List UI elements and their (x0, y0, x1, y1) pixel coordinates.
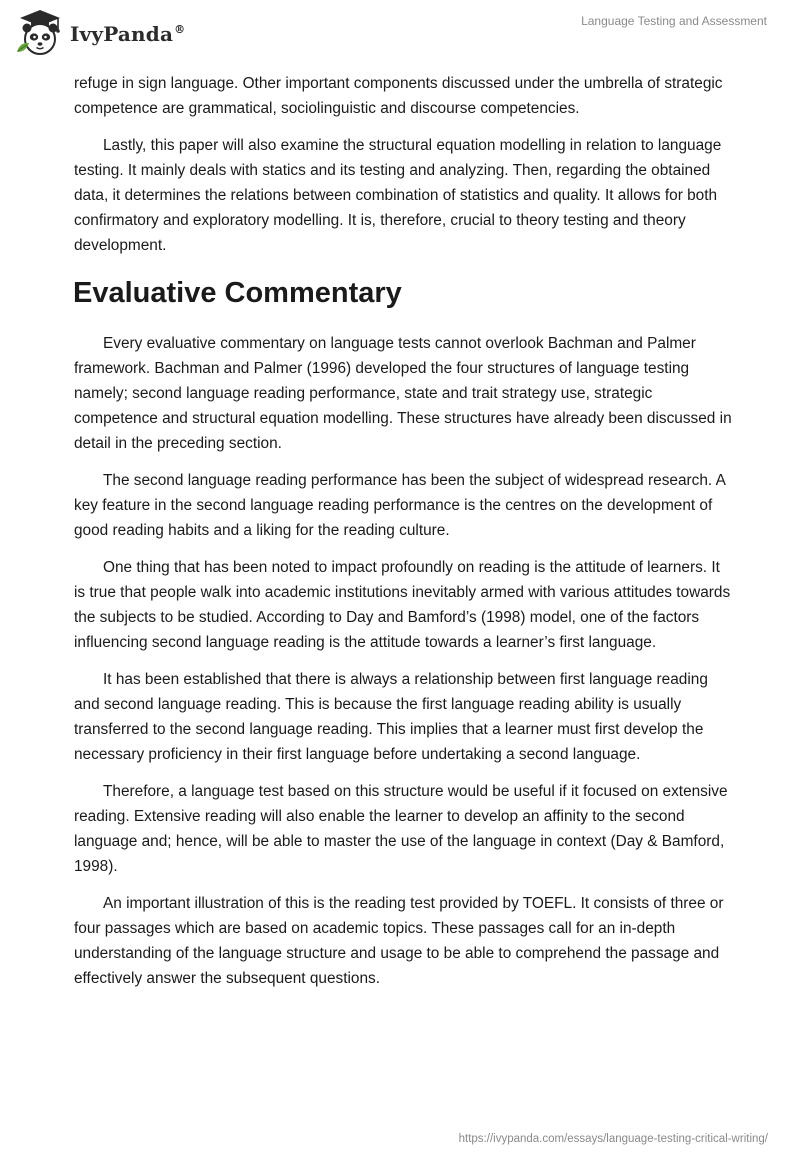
brand-logo-link[interactable] (14, 8, 185, 58)
paragraph: Therefore, a language test based on this structure would be useful if it focused on extensive reading. Extensive reading will also enable the learner to develop an affinity to the second language and; hence, will be able to master the use of the language in context (Day & Bamford, 1998). (74, 783, 728, 875)
paragraph: refuge in sign language. Other important components discussed under the umbrella of strategic competence are grammatical, sociolinguistic and discourse competencies. (74, 75, 723, 117)
paragraph: The second language reading performance has been the subject of widespread research. A key feature in the second language reading performance is the centres on the development of good reading habits and a liking for the reading culture. (74, 472, 726, 539)
article-body (74, 71, 734, 1003)
source-url-link[interactable]: https://ivypanda.com/essays/language-testing-critical-writing/ (458, 1133, 768, 1145)
paragraph: Lastly, this paper will also examine the structural equation modelling in relation to language testing. It mainly deals with statics and its testing and analyzing. Then, regarding the obtained data, it determines the relations between combination of statistics and quality. It allows for both confirmatory and exploratory modelling. It is, therefore, crucial to theory testing and theory development. (74, 137, 722, 254)
brand-name: IvyPanda® (70, 22, 186, 46)
paragraph: An important illustration of this is the reading test provided by TOEFL. It consists of three or four passages which are based on academic topics. These passages call for an in-depth understanding of the language structure and usage to be able to comprehend the passage and effectively answer the subsequent questions. (74, 895, 724, 987)
section-heading: Evaluative Commentary (73, 277, 402, 309)
paragraph: One thing that has been noted to impact profoundly on reading is the attitude of learners. It is true that people walk into academic institutions inevitably armed with various attitudes towards the subjects to be studied. According to Day and Bamford’s (1998) model, one of the factors influencing second language reading is the attitude towards a learner’s first language. (74, 559, 731, 651)
paragraph: Every evaluative commentary on language tests cannot overlook Bachman and Palmer framework. Bachman and Palmer (1996) developed the four structures of language testing namely; second language reading performance, state and trait strategy use, strategic competence and structural equation modelling. These structures have already been discussed in detail in the preceding section. (74, 335, 732, 452)
registered-mark: ® (174, 23, 186, 37)
running-title: Language Testing and Assessment (581, 14, 767, 28)
panda-graduate-icon (14, 8, 66, 58)
paragraph: It has been established that there is always a relationship between first language reading and second language reading. This is because the first language reading ability is usually transferred to the second language reading. This implies that a learner must first develop the necessary proficiency in their first language before undertaking a second language. (74, 671, 708, 763)
page-header (0, 0, 800, 70)
